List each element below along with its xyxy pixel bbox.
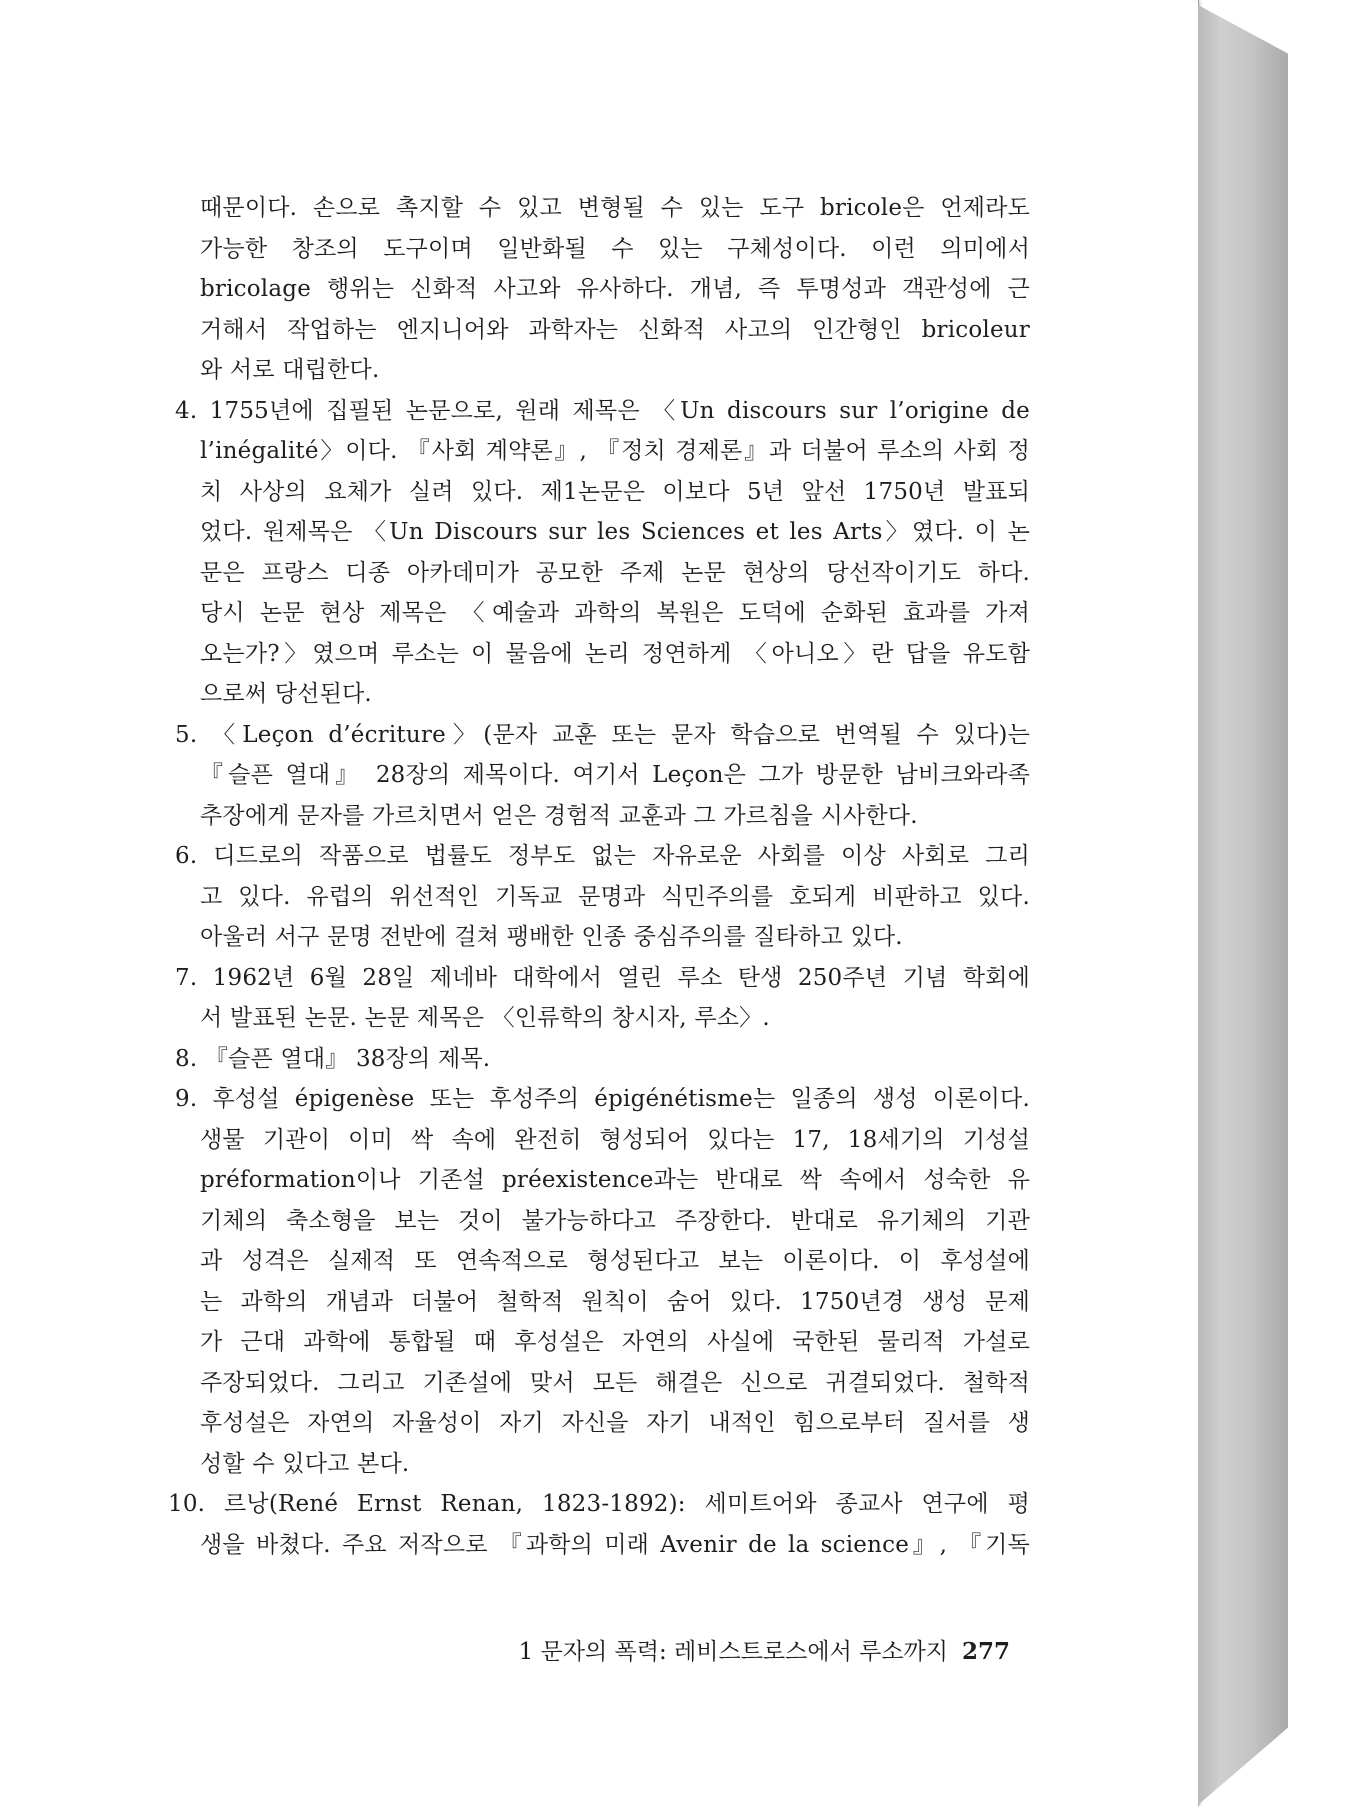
text-line: 생을 바쳤다. 주요 저작으로 『과학의 미래 Avenir de la science』, 『기독 <box>200 1531 1030 1558</box>
text-line: 문은 프랑스 디종 아카데미가 공모한 주제 논문 현상의 당선작이기도 하다. <box>200 559 1030 586</box>
text-line: 주장되었다. 그리고 기존설에 맞서 모든 해결은 신으로 귀결되었다. 철학적 <box>200 1369 1030 1396</box>
text-line: 과 성격은 실제적 또 연속적으로 형성된다고 보는 이론이다. 이 후성설에 <box>200 1248 1030 1274</box>
text-line: 6. 디드로의 작품으로 법률도 정부도 없는 자유로운 사회를 이상 사회로 그리 <box>175 843 1030 869</box>
text-line: bricolage 행위는 신화적 사고와 유사하다. 개념, 즉 투명성과 객관성에 근 <box>200 276 1030 302</box>
text-line: 생물 기관이 이미 싹 속에 완전히 형성되어 있다는 17, 18세기의 기성설 <box>200 1126 1030 1153</box>
text-line: 4. 1755년에 집필된 논문으로, 원래 제목은 〈Un discours sur l’origine de <box>175 397 1030 424</box>
text-line: 가능한 창조의 도구이며 일반화될 수 있는 구체성이다. 이런 의미에서 <box>200 235 1030 262</box>
text-line: 10. 르낭(René Ernst Renan, 1823-1892): 세미트어와 종교사 연구에 평 <box>168 1491 1030 1517</box>
page-number: 277 <box>961 1638 1010 1665</box>
text-line: 당시 논문 현상 제목은 〈예술과 과학의 복원은 도덕에 순화된 효과를 가져 <box>200 600 1030 626</box>
text-line: 추장에게 문자를 가르치면서 얻은 경험적 교훈과 그 가르침을 시사한다. <box>200 802 918 829</box>
text-line: l’inégalité〉이다. 『사회 계약론』, 『정치 경제론』과 더불어 루소의 사회 정 <box>200 438 1030 464</box>
text-line: 는 과학의 개념과 더불어 철학적 원칙이 숨어 있다. 1750년경 생성 문제 <box>200 1288 1030 1315</box>
text-line: 가 근대 과학에 통합될 때 후성설은 자연의 사실에 국한된 물리적 가설로 <box>200 1329 1030 1355</box>
text-line: 서 발표된 논문. 논문 제목은 〈인류학의 창시자, 루소〉. <box>200 1005 770 1031</box>
running-title: 1 문자의 폭력: 레비스트로스에서 루소까지 <box>518 1639 948 1665</box>
text-line: 오는가?〉였으며 루소는 이 물음에 논리 정연하게 〈아니오〉란 답을 유도함 <box>200 640 1030 667</box>
text-line: 와 서로 대립한다. <box>200 357 380 383</box>
text-line: 5. 〈Leçon d’écriture〉(문자 교훈 또는 문자 학습으로 번역될 수 있다)는 <box>175 721 1030 748</box>
text-line: 기체의 축소형을 보는 것이 불가능하다고 주장한다. 반대로 유기체의 기관 <box>200 1207 1030 1234</box>
text-line: 『슬픈 열대』 28장의 제목이다. 여기서 Leçon은 그가 방문한 남비크와라족 <box>200 762 1030 788</box>
text-line: 9. 후성설 épigenèse 또는 후성주의 épigénétisme는 일종의 생성 이론이다. <box>175 1086 1030 1112</box>
text-line: 으로써 당선된다. <box>200 681 372 707</box>
text-line: 8. 『슬픈 열대』 38장의 제목. <box>175 1045 491 1072</box>
endnotes-body <box>168 188 1030 1565</box>
text-line: 때문이다. 손으로 촉지할 수 있고 변형될 수 있는 도구 bricole은 언제라도 <box>200 195 1030 221</box>
text-line: 성할 수 있다고 본다. <box>200 1450 410 1477</box>
text-line: 7. 1962년 6월 28일 제네바 대학에서 열린 루소 탄생 250주년 기념 학회에 <box>175 964 1030 991</box>
text-line: 었다. 원제목은 〈Un Discours sur les Sciences et les Arts〉였다. 이 논 <box>200 519 1030 545</box>
text-line: 아울러 서구 문명 전반에 걸쳐 팽배한 인종 중심주의를 질타하고 있다. <box>200 924 903 950</box>
book-spine-edge <box>1198 5 1288 1805</box>
text-line: 거해서 작업하는 엔지니어와 과학자는 신화적 사고의 인간형인 bricoleur <box>200 316 1030 343</box>
text-line: 고 있다. 유럽의 위선적인 기독교 문명과 식민주의를 호되게 비판하고 있다. <box>200 883 1030 910</box>
text-line: 치 사상의 요체가 실려 있다. 제1논문은 이보다 5년 앞선 1750년 발표되 <box>200 478 1030 505</box>
running-footer <box>470 1637 1010 1667</box>
text-line: 후성설은 자연의 자율성이 자기 자신을 자기 내적인 힘으로부터 질서를 생 <box>200 1410 1030 1436</box>
text-line: préformation이나 기존설 préexistence과는 반대로 싹 속에서 성숙한 유 <box>200 1167 1030 1193</box>
